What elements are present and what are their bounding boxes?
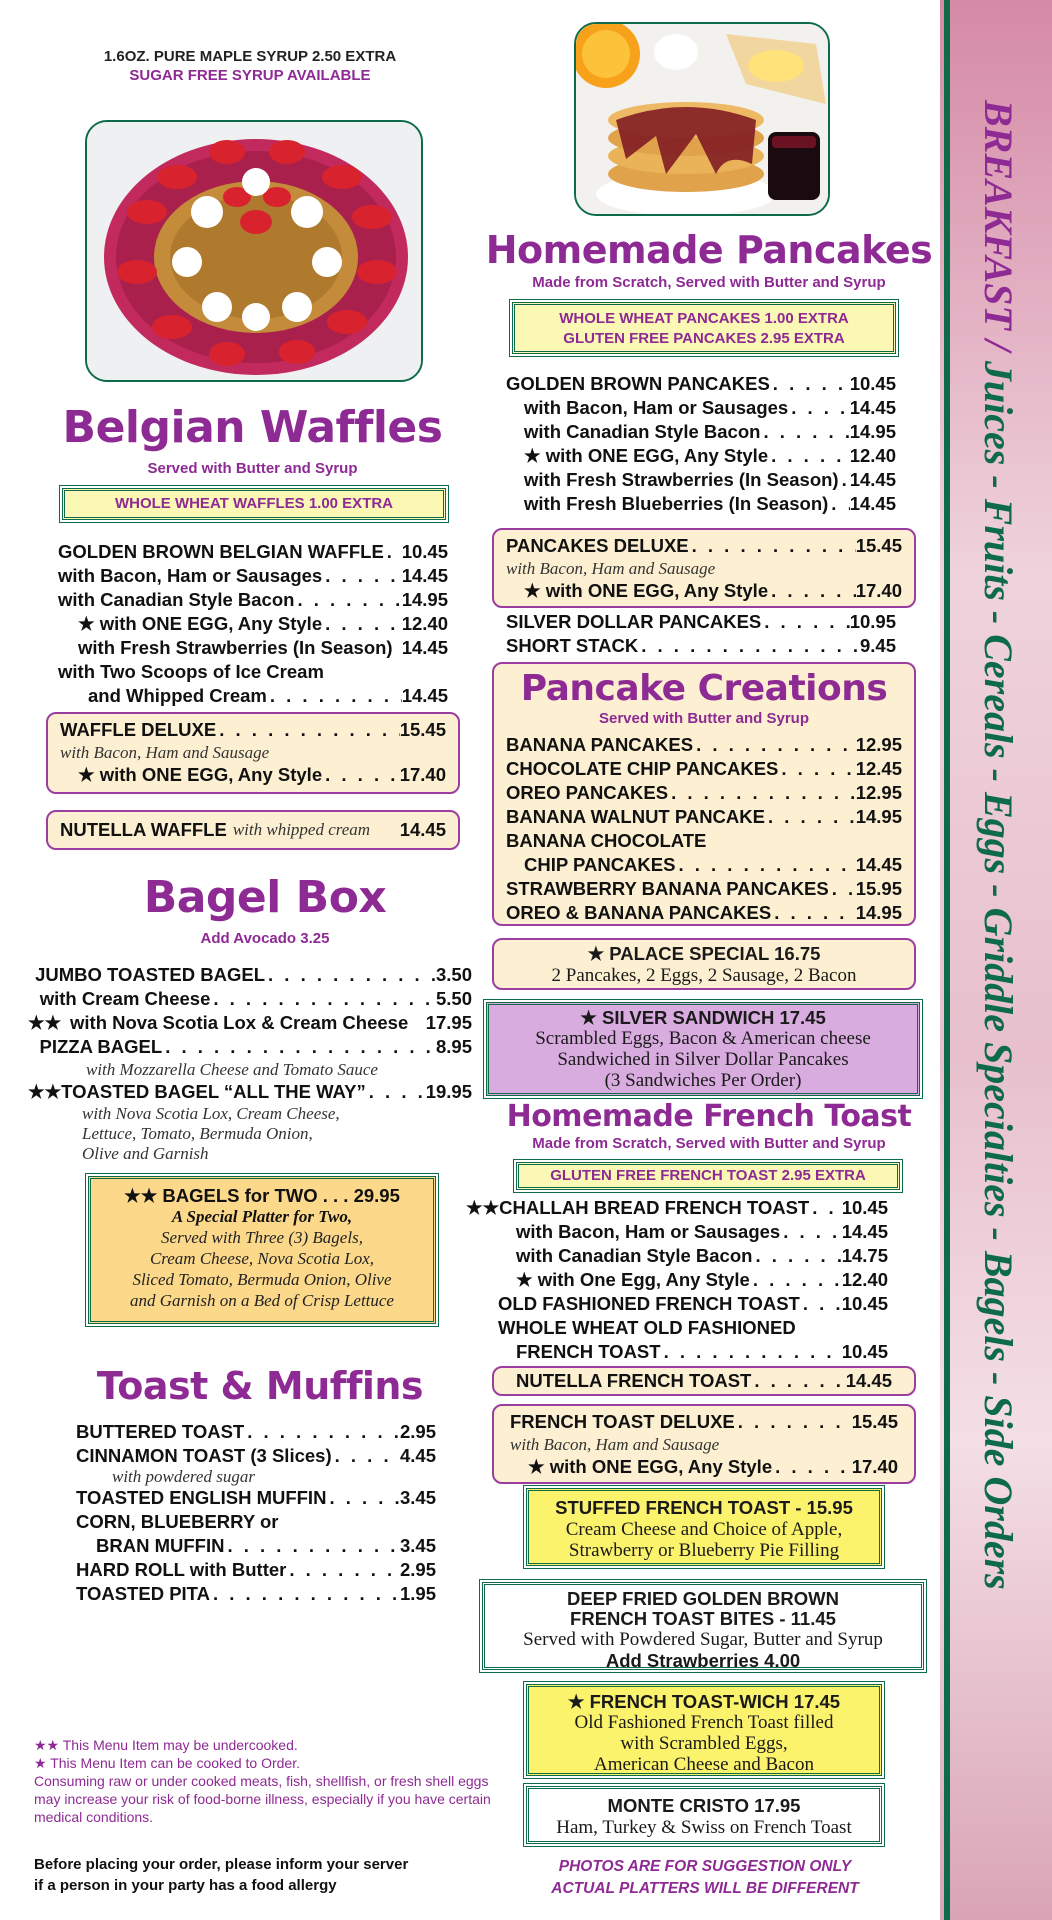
photo-disclaimer <box>490 1856 920 1900</box>
syrup-line-1: 1.6OZ. PURE MAPLE SYRUP 2.50 EXTRA <box>103 48 397 65</box>
item-mark <box>28 963 35 987</box>
french-deluxe-box <box>492 1404 916 1484</box>
silver-sandwich-box <box>486 1002 920 1096</box>
toast-item <box>76 1444 436 1468</box>
nutella-waffle-box <box>46 810 460 850</box>
waffle-illustration <box>87 122 423 382</box>
silver-line: Sandwiched in Silver Dollar Pancakes <box>557 1049 849 1070</box>
pancakes-deluxe-box <box>492 528 916 608</box>
item-price: 10.95 <box>849 611 896 632</box>
french-item <box>466 1316 888 1340</box>
dot-leader <box>675 853 855 877</box>
item-price: 8.95 <box>435 1036 472 1057</box>
item-name: OREO PANCAKES <box>506 782 669 803</box>
item-name: with Bacon, Ham or Sausages <box>516 1221 781 1242</box>
item-price: 14.45 <box>841 1221 888 1242</box>
bagel-item <box>28 1080 472 1104</box>
waffles-list <box>58 540 448 708</box>
palace-desc: 2 Pancakes, 2 Eggs, 2 Sausage, 2 Bacon <box>551 965 857 986</box>
french-extra-box <box>516 1162 900 1190</box>
waffle-item <box>58 684 448 708</box>
note-cooked-to-order: ★ This Menu Item can be cooked to Order. <box>34 1755 300 1771</box>
toast-item <box>76 1582 436 1606</box>
pancake-item <box>506 634 896 658</box>
item-price: 14.75 <box>841 1245 888 1266</box>
item-price: 14.45 <box>849 493 896 514</box>
item-name: FRENCH TOAST <box>516 1341 661 1362</box>
stuffed-line: Strawberry or Blueberry Pie Filling <box>568 1540 840 1561</box>
wich-line: Old Fashioned French Toast filled <box>574 1712 834 1733</box>
item-price: 12.95 <box>855 782 902 803</box>
waffle-deluxe-desc: with Bacon, Ham and Sausage <box>60 743 270 762</box>
item-price: 15.45 <box>399 719 446 740</box>
palace-title: ★ PALACE SPECIAL 16.75 <box>587 943 821 964</box>
french-deluxe-egg <box>510 1455 898 1479</box>
pancake-item <box>506 420 896 444</box>
pancakes-extra-1: WHOLE WHEAT PANCAKES 1.00 EXTRA <box>559 310 849 327</box>
pancake-item <box>506 610 896 634</box>
item-name: SILVER DOLLAR PANCAKES <box>506 611 762 632</box>
toast-desc: with powdered sugar <box>112 1467 255 1486</box>
note-warning: Consuming raw or under cooked meats, fish, shellfish, or fresh shell eggs may increase your risk of food-borne illness, especially if you have certain medical conditions. <box>34 1773 491 1825</box>
item-price: 5.50 <box>435 988 472 1009</box>
toast-item <box>76 1534 436 1558</box>
dot-leader <box>322 564 401 588</box>
photo-disclaimer-2: ACTUAL PLATTERS WILL BE DIFFERENT <box>551 1880 859 1897</box>
bagels-two-subtitle: A Special Platter for Two, <box>171 1207 353 1226</box>
dot-leader <box>780 1220 841 1244</box>
creation-item <box>506 901 902 925</box>
item-price: 14.95 <box>855 902 902 923</box>
item-price: 10.45 <box>841 1293 888 1314</box>
dot-leader <box>788 396 849 420</box>
french-extra-text: GLUTEN FREE FRENCH TOAST 2.95 EXTRA <box>550 1167 866 1184</box>
waffles-title: Belgian Waffles <box>62 402 443 453</box>
dot-leader <box>828 492 849 516</box>
allergy-line-2: if a person in your party has a food allergy <box>34 1877 337 1894</box>
item-name: FRENCH TOAST DELUXE <box>510 1411 735 1432</box>
bites-add: Add Strawberries 4.00 <box>605 1650 801 1671</box>
waffle-deluxe-egg <box>60 763 446 787</box>
bites-desc: Served with Powdered Sugar, Butter and Syrup <box>523 1629 883 1650</box>
silver-line: Scrambled Eggs, Bacon & American cheese <box>535 1028 871 1049</box>
toast-title: Toast & Muffins <box>96 1364 424 1408</box>
item-mark <box>28 1035 40 1059</box>
item-name: NUTELLA WAFFLE <box>60 819 227 840</box>
dot-leader <box>210 987 436 1011</box>
nutella-french-line <box>516 1369 892 1393</box>
pancakes-title: Homemade Pancakes <box>485 228 933 272</box>
dot-leader <box>750 1268 842 1292</box>
pancake-creations-box <box>492 662 916 926</box>
monte-cristo-box <box>526 1786 882 1844</box>
all-the-way-desc-2: Lettuce, Tomato, Bermuda Onion, <box>82 1124 313 1143</box>
item-price: 10.45 <box>841 1341 888 1362</box>
creation-item <box>506 853 902 877</box>
item-name: with Canadian Style Bacon <box>524 421 761 442</box>
item-desc: with whipped cream <box>232 820 371 839</box>
dot-leader <box>210 1582 400 1606</box>
dot-leader <box>265 963 436 987</box>
item-name: HARD ROLL with Butter <box>76 1559 287 1580</box>
item-name: ★ with ONE EGG, Any Style <box>524 580 769 601</box>
dot-leader <box>800 1292 842 1316</box>
waffle-item <box>58 660 448 684</box>
syrup-note <box>60 48 440 84</box>
nutella-waffle-line <box>60 818 446 842</box>
item-price: 14.45 <box>855 854 902 875</box>
bites-line: FRENCH TOAST BITES - 11.45 <box>570 1608 836 1629</box>
item-price: 14.45 <box>399 819 446 840</box>
item-name: with Nova Scotia Lox & Cream Cheese <box>70 1012 409 1033</box>
waffles-extra-box <box>62 488 446 520</box>
menu-notes <box>34 1736 514 1826</box>
toast-list <box>76 1420 436 1606</box>
item-name: CORN, BLUEBERRY or <box>76 1511 279 1532</box>
bagels-two-line: and Garnish on a Bed of Crisp Lettuce <box>130 1291 394 1310</box>
all-the-way-desc-1: with Nova Scotia Lox, Cream Cheese, <box>82 1104 340 1123</box>
french-item <box>466 1220 888 1244</box>
waffle-deluxe-box <box>46 712 460 794</box>
stuffed-french-box <box>526 1488 882 1566</box>
waffle-item <box>58 636 448 660</box>
item-price: 17.40 <box>851 1456 898 1477</box>
dot-leader <box>768 579 856 603</box>
item-price: 4.45 <box>399 1445 436 1466</box>
item-name: with Two Scoops of Ice Cream <box>58 661 324 682</box>
item-name: SHORT STACK <box>506 635 639 656</box>
item-name: BUTTERED TOAST <box>76 1421 245 1442</box>
item-mark <box>28 987 40 1011</box>
pancake-item <box>506 492 896 516</box>
item-name: OREO & BANANA PANCAKES <box>506 902 772 923</box>
dot-leader <box>772 1455 852 1479</box>
dot-leader <box>768 444 850 468</box>
waffles-subtitle: Served with Butter and Syrup <box>147 460 358 477</box>
creation-item <box>506 757 902 781</box>
waffle-item <box>58 540 448 564</box>
dot-leader <box>761 610 849 634</box>
item-name: BANANA CHOCOLATE <box>506 830 707 851</box>
dot-leader <box>778 757 855 781</box>
sidebar-title: BREAKFAST / Juices - Fruits - Cereals - Eggs - Griddle Specialties - Bagels - Side Orders <box>976 100 1021 1590</box>
pancakes-deluxe-line <box>506 534 902 558</box>
sidebar-border <box>944 0 950 1920</box>
dot-leader <box>366 1080 426 1104</box>
item-name: CINNAMON TOAST (3 Slices) <box>76 1445 332 1466</box>
french-item <box>466 1244 888 1268</box>
wich-title: ★ FRENCH TOAST-WICH 17.45 <box>567 1691 841 1712</box>
bagels-two-title: ★★ BAGELS for TWO . . . 29.95 <box>124 1185 400 1206</box>
dot-leader <box>689 534 856 558</box>
item-price: 3.50 <box>435 964 472 985</box>
pancakes-list <box>506 372 896 516</box>
waffle-photo <box>85 120 423 382</box>
pancakes-deluxe-egg <box>506 579 902 603</box>
item-name: and Whipped Cream <box>88 685 267 706</box>
item-name: OLD FASHIONED FRENCH TOAST <box>498 1293 800 1314</box>
item-name: ★ with ONE EGG, Any Style <box>524 445 769 466</box>
item-price: 12.40 <box>401 613 448 634</box>
item-name: TOASTED ENGLISH MUFFIN <box>76 1487 327 1508</box>
item-name: GOLDEN BROWN BELGIAN WAFFLE <box>58 541 384 562</box>
toast-item <box>76 1486 436 1510</box>
french-subtitle: Made from Scratch, Served with Butter and Syrup <box>532 1135 886 1152</box>
item-name: ★ with ONE EGG, Any Style <box>78 613 323 634</box>
item-price: 12.40 <box>841 1269 888 1290</box>
creation-item <box>506 829 902 853</box>
french-item <box>466 1196 888 1220</box>
waffle-item <box>58 588 448 612</box>
waffle-item <box>58 612 448 636</box>
item-name: ★★CHALLAH BREAD FRENCH TOAST <box>466 1197 810 1218</box>
dot-leader <box>216 718 399 742</box>
dot-leader <box>735 1410 852 1434</box>
item-name: TOASTED BAGEL “ALL THE WAY” <box>61 1081 366 1102</box>
bagel-item <box>28 987 472 1011</box>
item-price: 14.95 <box>401 589 448 610</box>
item-price: 14.45 <box>849 469 896 490</box>
pancakes-subtitle: Made from Scratch, Served with Butter and Syrup <box>532 274 886 291</box>
bagel-item <box>28 1035 472 1059</box>
pancakes-extra-2: GLUTEN FREE PANCAKES 2.95 EXTRA <box>563 330 845 347</box>
dot-leader <box>286 1558 400 1582</box>
item-price: 15.95 <box>855 878 902 899</box>
toast-item <box>76 1420 436 1444</box>
french-item <box>466 1340 888 1364</box>
dot-leader <box>765 805 856 829</box>
french-toast-wich-box <box>526 1684 882 1776</box>
bagel-item <box>28 963 472 987</box>
item-price: 14.45 <box>845 1370 892 1391</box>
creations-title: Pancake Creations <box>520 668 888 709</box>
item-price: 10.45 <box>401 541 448 562</box>
item-name: WHOLE WHEAT OLD FASHIONED <box>498 1317 796 1338</box>
toast-item <box>76 1510 436 1534</box>
item-name: WAFFLE DELUXE <box>60 719 217 740</box>
french-item <box>466 1268 888 1292</box>
item-price: 14.45 <box>849 397 896 418</box>
dot-leader <box>751 1369 845 1393</box>
bites-line: DEEP FRIED GOLDEN BROWN <box>566 1588 840 1609</box>
pancakes-more-list <box>506 610 896 658</box>
item-price: 2.95 <box>399 1559 436 1580</box>
monte-desc: Ham, Turkey & Swiss on French Toast <box>556 1817 852 1838</box>
french-list <box>466 1196 888 1364</box>
dot-leader <box>326 1486 400 1510</box>
bagels-two-line: Cream Cheese, Nova Scotia Lox, <box>149 1249 375 1268</box>
photo-disclaimer-1: PHOTOS ARE FOR SUGGESTION ONLY <box>558 1858 852 1875</box>
item-name: TOASTED PITA <box>76 1583 210 1604</box>
item-name: with Fresh Strawberries (In Season) <box>78 637 393 658</box>
item-name: with Bacon, Ham or Sausages <box>524 397 789 418</box>
item-price: 14.95 <box>855 806 902 827</box>
item-price: 1.95 <box>399 1583 436 1604</box>
item-name: CHIP PANCAKES <box>524 854 676 875</box>
item-name: ★ with ONE EGG, Any Style <box>78 764 323 785</box>
item-name: with Canadian Style Bacon <box>58 589 295 610</box>
item-name: with Cream Cheese <box>39 988 211 1009</box>
all-the-way-desc-3: Olive and Garnish <box>82 1144 209 1163</box>
item-price: 2.95 <box>399 1421 436 1442</box>
item-price: 14.45 <box>401 565 448 586</box>
item-mark: ★★ <box>28 1012 62 1033</box>
item-name: with Fresh Strawberries (In Season) <box>524 469 839 490</box>
item-price: 10.45 <box>849 373 896 394</box>
silver-title: ★ SILVER SANDWICH 17.45 <box>580 1007 826 1028</box>
item-name: BRAN MUFFIN <box>96 1535 225 1556</box>
creations-subtitle: Served with Butter and Syrup <box>598 710 810 727</box>
dot-leader <box>829 877 856 901</box>
pancake-photo <box>574 22 830 216</box>
item-price: 9.45 <box>859 635 896 656</box>
nutella-french-box <box>492 1366 916 1396</box>
item-price: 17.40 <box>399 764 446 785</box>
dot-leader <box>809 1196 841 1220</box>
dot-leader <box>322 763 400 787</box>
creation-item <box>506 877 902 901</box>
item-price: 12.40 <box>849 445 896 466</box>
pancake-item <box>506 468 896 492</box>
item-name: PANCAKES DELUXE <box>506 535 689 556</box>
dot-leader <box>839 468 850 492</box>
pizza-bagel-desc: with Mozzarella Cheese and Tomato Sauce <box>86 1060 378 1079</box>
monte-title: MONTE CRISTO 17.95 <box>607 1795 801 1816</box>
item-name: NUTELLA FRENCH TOAST <box>516 1370 752 1391</box>
waffle-item <box>58 564 448 588</box>
item-price: 12.95 <box>855 734 902 755</box>
item-price: 17.40 <box>855 580 902 601</box>
dot-leader <box>770 372 850 396</box>
bagels-subtitle: Add Avocado 3.25 <box>200 930 330 947</box>
bagels-for-two-box <box>88 1176 436 1324</box>
dot-leader <box>224 1534 400 1558</box>
dot-leader <box>760 420 849 444</box>
item-name: ★ with ONE EGG, Any Style <box>528 1456 773 1477</box>
sidebar-strip <box>940 0 1052 1920</box>
bagels-two-line: Served with Three (3) Bagels, <box>161 1228 363 1247</box>
creation-item <box>506 805 902 829</box>
dot-leader <box>162 1035 436 1059</box>
dot-leader <box>693 733 856 757</box>
item-name: BANANA WALNUT PANCAKE <box>506 806 765 827</box>
syrup-line-2: SUGAR FREE SYRUP AVAILABLE <box>129 67 371 84</box>
item-price: 3.45 <box>399 1487 436 1508</box>
silver-line: (3 Sandwiches Per Order) <box>604 1070 802 1091</box>
dot-leader <box>638 634 860 658</box>
bagels-list <box>28 963 472 1164</box>
pancakes-extra-box <box>512 302 896 354</box>
wich-line: American Cheese and Bacon <box>594 1754 814 1775</box>
item-name: ★ with One Egg, Any Style <box>516 1269 750 1290</box>
pancake-illustration <box>576 24 830 216</box>
bagel-item <box>28 1011 472 1035</box>
dot-leader <box>332 1444 400 1468</box>
dot-leader <box>668 781 856 805</box>
item-price: 15.45 <box>851 1411 898 1432</box>
french-item <box>466 1292 888 1316</box>
creation-item <box>506 733 902 757</box>
item-price: 17.95 <box>425 1012 472 1033</box>
stuffed-title: STUFFED FRENCH TOAST - 15.95 <box>555 1497 853 1518</box>
waffle-deluxe-line <box>60 718 446 742</box>
item-name: with Canadian Style Bacon <box>516 1245 753 1266</box>
dot-leader <box>294 588 401 612</box>
pancake-item <box>506 372 896 396</box>
item-price: 19.95 <box>425 1081 472 1102</box>
dot-leader <box>384 540 402 564</box>
bagels-two-line: Sliced Tomato, Bermuda Onion, Olive <box>132 1270 392 1289</box>
french-deluxe-line <box>510 1410 898 1434</box>
allergy-line-1: Before placing your order, please inform your server <box>34 1856 409 1873</box>
item-name: JUMBO TOASTED BAGEL <box>35 964 266 985</box>
toast-item <box>76 1558 436 1582</box>
dot-leader <box>661 1340 842 1364</box>
note-undercooked: ★★ This Menu Item may be undercooked. <box>34 1737 298 1753</box>
palace-special-box <box>492 938 916 990</box>
item-price: 10.45 <box>841 1197 888 1218</box>
dot-leader <box>267 684 402 708</box>
dot-leader <box>752 1244 841 1268</box>
wich-line: with Scrambled Eggs, <box>620 1733 788 1754</box>
item-name: CHOCOLATE CHIP PANCAKES <box>506 758 779 779</box>
bagels-title: Bagel Box <box>143 872 387 923</box>
french-deluxe-desc: with Bacon, Ham and Sausage <box>510 1435 720 1454</box>
item-price: 14.95 <box>849 421 896 442</box>
item-name: PIZZA BAGEL <box>39 1036 163 1057</box>
item-price: 14.45 <box>401 637 448 658</box>
item-name: GOLDEN BROWN PANCAKES <box>506 373 770 394</box>
french-title: Homemade French Toast <box>506 1099 912 1134</box>
item-mark: ★★ <box>28 1081 62 1102</box>
waffles-extra-text: WHOLE WHEAT WAFFLES 1.00 EXTRA <box>114 495 394 512</box>
pancakes-deluxe-desc: with Bacon, Ham and Sausage <box>506 559 716 578</box>
french-bites-box <box>482 1582 924 1670</box>
item-name: STRAWBERRY BANANA PANCAKES <box>506 878 829 899</box>
item-price: 15.45 <box>855 535 902 556</box>
item-price: 12.45 <box>855 758 902 779</box>
item-price: 14.45 <box>401 685 448 706</box>
item-name: with Bacon, Ham or Sausages <box>58 565 323 586</box>
pancake-item <box>506 396 896 420</box>
pancake-item <box>506 444 896 468</box>
dot-leader <box>771 901 856 925</box>
item-price: 3.45 <box>399 1535 436 1556</box>
stuffed-line: Cream Cheese and Choice of Apple, <box>565 1519 843 1540</box>
creation-item <box>506 781 902 805</box>
allergy-note <box>34 1854 494 1896</box>
dot-leader <box>244 1420 400 1444</box>
item-name: with Fresh Blueberries (In Season) <box>524 493 829 514</box>
dot-leader <box>322 612 402 636</box>
item-name: BANANA PANCAKES <box>506 734 694 755</box>
